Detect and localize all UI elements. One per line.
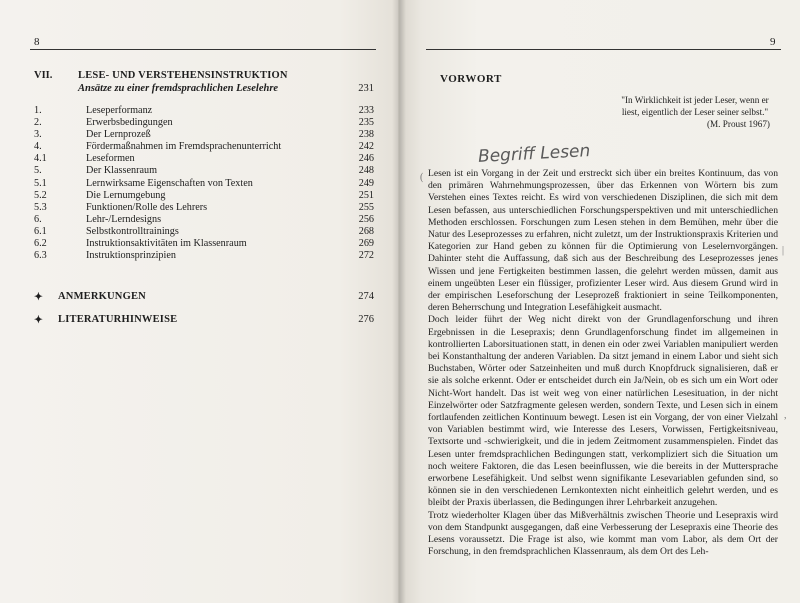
epigraph-text: "In Wirklichkeit ist jeder Leser, wenn er liest, eigentlich der Leser seiner selbst." <box>621 95 769 117</box>
epigraph <box>620 95 770 130</box>
toc-row <box>34 141 374 153</box>
toc-number: 6. <box>34 213 42 225</box>
epigraph-attribution: (M. Proust 1967) <box>706 118 770 129</box>
toc-title: Fördermaßnahmen im Fremdsprachenunterricht <box>86 141 282 153</box>
header-rule-left <box>30 49 376 50</box>
pencil-mark-icon: ( <box>420 172 424 183</box>
toc-number: 5.1 <box>34 177 47 189</box>
toc-number: 3. <box>34 129 42 141</box>
toc-title: Leseperformanz <box>86 105 153 116</box>
header-rule-right <box>426 49 781 50</box>
extra-page: 276 <box>358 314 374 325</box>
extra-title: LITERATURHINWEISE <box>58 314 178 325</box>
toc-title: Erwerbsbedingungen <box>86 117 173 129</box>
chapter-subtitle: Ansätze zu einer fremdsprachlichen Leselehre <box>78 83 279 94</box>
extra-page: 274 <box>358 291 374 302</box>
toc-row <box>34 226 374 238</box>
toc-page: 249 <box>358 177 374 189</box>
paragraph: Trotz wiederholter Klagen über das Mißverhältnis zwischen Theorie und Lesepraxis wird von dem Standpunkt ausgegangen, daß eine Verbesserung der Lesepraxis eine Theorie des Lesens voraussetzt. Die Frage ist also, wie kommt man vom Labor, als dem Ort der Forschung, in den fremdsprachlichen Klassenraum, als dem Ort des Leh- <box>428 509 778 558</box>
toc-row <box>34 117 374 129</box>
toc-number: 5.2 <box>34 189 47 201</box>
toc-row <box>34 214 374 226</box>
chapter-number: VII. <box>34 70 53 81</box>
toc-page: 272 <box>358 250 374 262</box>
toc-page: 255 <box>358 201 374 213</box>
extra-title: ANMERKUNGEN <box>58 291 146 302</box>
diamond-bullet-icon: ✦ <box>34 315 43 326</box>
pencil-mark-icon: | <box>782 245 785 256</box>
chapter-page: 231 <box>358 83 374 94</box>
toc-title: Instruktionsaktivitäten im Klassenraum <box>86 238 247 250</box>
toc-row <box>34 129 374 141</box>
chapter-title: LESE- UND VERSTEHENSINSTRUKTION <box>78 70 288 81</box>
section-heading: VORWORT <box>440 73 502 85</box>
toc-page: 256 <box>358 213 374 225</box>
toc-row <box>34 165 374 177</box>
toc-row <box>34 190 374 202</box>
diamond-bullet-icon: ✦ <box>34 292 43 303</box>
paragraph: Lesen ist ein Vorgang in der Zeit und erstreckt sich über ein breites Kontinuum, das von den primären Wahrnehmungsprozessen, über das Erkennen von Wörtern bis zum Verstehen eines Textes reicht. Es wird von verschiedenen Disziplinen, die sich mit dem Lesen befassen, aus unterschiedlichen Forschungsperspektiven und mit unterschiedlichen Methoden erschlossen. Forschungen zum Lesen stehen in dem Bemühen, mehr über die Natur des Leseprozesses zu erfahren, nicht zuletzt, um der Instruktionspraxis Kriterien und Kategorien zur Hand geben zu können für die Optimierung von Leselernvorgängen. Dahinter steht die Auffassung, daß sich aus der Beschreibung des Leseprozesses jenes Wissen und jene Fertigkeiten bestimmen lassen, die gelehrt werden müssen, damit aus einem ungeübten Leser ein flüssiger, profizienter Leser wird. Aus diesem Grund wird in der empirischen Leseforschung der Leseprozeß fraktioniert in seine Teilkomponenten, deren Beherrschung und Integration Lesefähigkeit ausmacht. <box>428 168 778 314</box>
body-text <box>428 168 778 559</box>
toc-row <box>34 202 374 214</box>
toc-number: 1. <box>34 105 42 116</box>
toc-title: Die Lernumgebung <box>86 189 166 201</box>
toc-number: 6.2 <box>34 238 47 250</box>
toc-title: Lehr-/Lerndesigns <box>86 213 162 225</box>
paragraph: Doch leider führt der Weg nicht direkt von der Grundlagenforschung und ihren Ergebnissen in die Lesepraxis; denn Grundlagenforschung findet im allgemeinen in kontrollierten Laborsituationen statt, in denen ein oder zwei Variablen manipuliert werden bei Konstanthaltung der anderen Variablen. Da sitzt jemand in einem Labor und sieht sich Buchstaben, Wörter oder Satzeinheiten und muß durch Knopfdruck signalisieren, daß er sie als solche erkennt. Oder er entscheidet durch ein Ja/Nein, ob es sich um ein Wort oder Nicht-Wort handelt. Das ist weit weg von einer natürlichen Lesesituation, in der nicht Einzelwörter oder Satzfragmente gelesen werden, sondern Texte, und Lesen sich in einem fortlaufenden zeitlichen Kontinuum bewegt. Lesen ist ein Vorgang, der von einer Vielzahl von Variablen bestimmt wird, wie Interesse des Lesers, Vorwissen, Fertigkeitsniveau, Textsorte und -schwierigkeit, und die in jedem Zeitmoment zusammenspielen. Findet das Lesen unter fremdsprachlichen Bedingungen statt, verkompliziert sich die Situation um noch weitere Faktoren, die das Lesen beeinflussen, wie die bereits in der Muttersprache erworbene Lesefähigkeit. Und selbst wenn signifikante Lesevariablen gefunden sind, so können sie in den verschiedenen Lernkontexten nicht einheitlich gelehrt werden, und es bleibt der Praxis überlassen, die Bedingungen ihrer Lehrbarkeit anzugehen. <box>428 314 778 509</box>
toc-title: Selbstkontrolltrainings <box>86 225 179 237</box>
page-number-left: 8 <box>34 36 40 48</box>
toc-number: 5.3 <box>34 201 47 213</box>
toc-row <box>34 105 374 117</box>
toc-page: 246 <box>358 153 374 165</box>
toc-title: Lernwirksame Eigenschaften von Texten <box>86 177 253 189</box>
toc-page: 269 <box>358 238 374 250</box>
toc-number: 6.3 <box>34 250 47 262</box>
table-of-contents <box>34 105 374 262</box>
toc-title: Instruktionsprinzipien <box>86 250 176 262</box>
toc-number: 6.1 <box>34 225 47 237</box>
toc-page: 242 <box>358 141 374 153</box>
toc-page: 238 <box>358 129 374 141</box>
toc-number: 2. <box>34 117 42 129</box>
toc-number: 4. <box>34 141 42 153</box>
toc-number: 4.1 <box>34 153 47 165</box>
toc-title: Funktionen/Rolle des Lehrers <box>86 201 208 213</box>
toc-row <box>34 153 374 165</box>
toc-title: Der Klassenraum <box>86 165 158 177</box>
toc-row <box>34 238 374 250</box>
toc-page: 235 <box>358 117 374 129</box>
toc-number: 5. <box>34 165 42 177</box>
toc-title: Leseformen <box>86 153 135 165</box>
pencil-mark-icon: , <box>784 410 787 421</box>
toc-page: 233 <box>358 105 374 116</box>
handwritten-note: Begriff Lesen <box>477 141 591 167</box>
toc-page: 251 <box>358 189 374 201</box>
toc-row <box>34 178 374 190</box>
toc-page: 268 <box>358 225 374 237</box>
toc-title: Der Lernprozeß <box>86 129 151 141</box>
left-page <box>0 0 398 603</box>
toc-page: 248 <box>358 165 374 177</box>
page-number-right: 9 <box>770 36 776 48</box>
book-gutter <box>392 0 406 603</box>
toc-row <box>34 250 374 262</box>
